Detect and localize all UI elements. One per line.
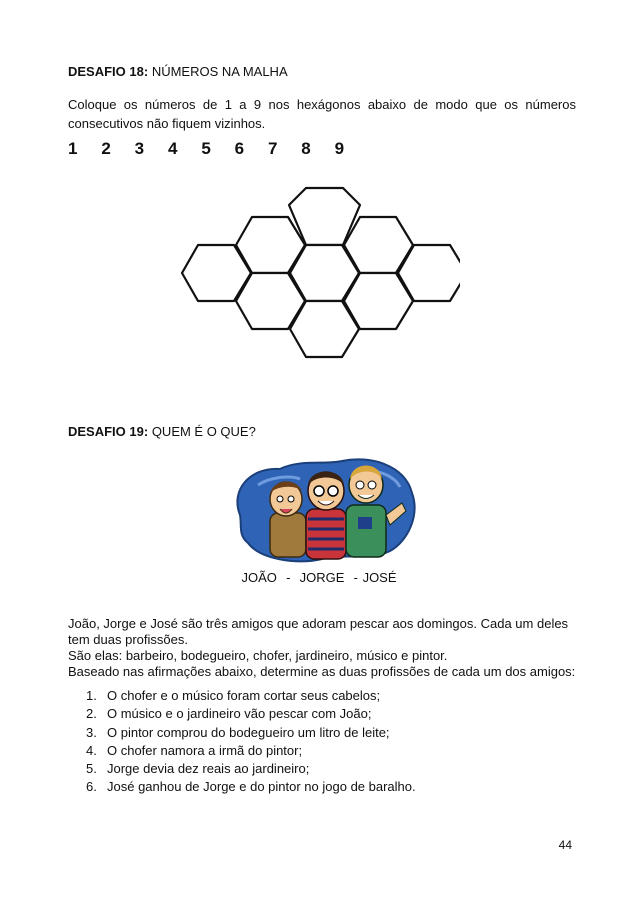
names-caption: JOÃO - JORGE - JOSÉ [241, 570, 397, 585]
challenge-19-paragraph: São elas: barbeiro, bodegueiro, chofer, jardineiro, músico e pintor. [68, 648, 448, 663]
number-item: 1 [68, 139, 78, 158]
challenge-19-label: DESAFIO 19: [68, 424, 149, 439]
challenge-19-text [68, 616, 576, 680]
number-item: 3 [134, 139, 145, 158]
challenge-19-title: QUEM É O QUE? [151, 424, 256, 439]
clue-text: O pintor comprou do bodegueiro um litro de leite; [107, 724, 390, 740]
number-item: 2 [101, 139, 111, 158]
number-item: 4 [167, 139, 178, 158]
clue-text: O chofer namora a irmã do pintor; [107, 742, 303, 758]
clue-item: 3. O pintor comprou do bodegueiro um litro de leite; [68, 724, 416, 742]
challenge-18-heading [68, 64, 288, 79]
number-item: 9 [334, 139, 345, 158]
boy-middle-figure [306, 472, 346, 560]
page-number: 44 [558, 838, 572, 852]
clue-text: O músico e o jardineiro vão pescar com João; [107, 706, 372, 722]
challenge-18-title: NÚMEROS NA MALHA [151, 64, 288, 79]
three-friends-illustration [230, 455, 420, 565]
clue-item: 4. O chofer namora a irmã do pintor; [68, 742, 416, 760]
challenge-19-heading [68, 424, 256, 439]
number-item: 6 [234, 139, 245, 158]
clue-item: 1. O chofer e o músico foram cortar seus cabelos; [68, 687, 416, 705]
number-item: 7 [267, 139, 278, 158]
clue-item: 5. Jorge devia dez reais ao jardineiro; [68, 760, 416, 778]
clue-text: Jorge devia dez reais ao jardineiro; [107, 761, 310, 777]
clue-text: José ganhou de Jorge e do pintor no jogo de baralho. [107, 779, 416, 795]
number-row [68, 139, 368, 159]
challenge-19-paragraph: Baseado nas afirmações abaixo, determine as duas profissões de cada um dos amigos: [68, 664, 576, 679]
boy-left-figure [270, 481, 306, 557]
clue-list [68, 687, 416, 797]
number-item: 8 [301, 139, 311, 158]
clue-item: 6. José ganhou de Jorge e do pintor no jogo de baralho. [68, 778, 416, 796]
number-item: 5 [201, 139, 211, 158]
challenge-19-paragraph: João, Jorge e José são três amigos que adoram pescar aos domingos. Cada um deles tem duas profissões. [68, 616, 569, 647]
hexagon-grid [180, 183, 460, 363]
clue-text: O chofer e o músico foram cortar seus cabelos; [107, 688, 381, 703]
challenge-18-label: DESAFIO 18: [68, 64, 149, 79]
challenge-18-instruction: Coloque os números de 1 a 9 nos hexágonos abaixo de modo que os números consecutivos não fiquem vizinhos. [68, 97, 576, 131]
clue-item: 2. O músico e o jardineiro vão pescar com João; [68, 705, 416, 723]
